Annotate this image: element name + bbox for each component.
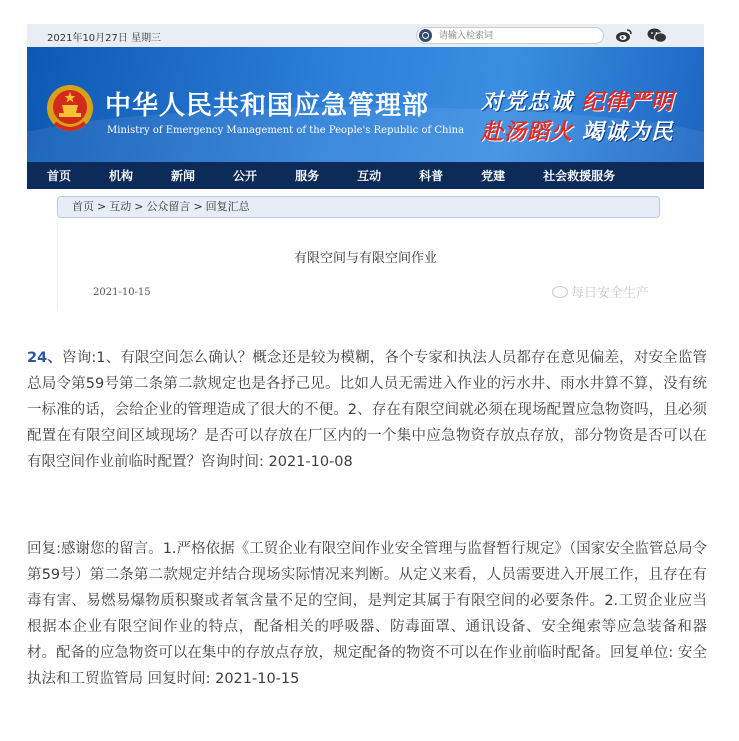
nav-item-rescue[interactable]: 社会救援服务	[543, 169, 616, 183]
slogan-part: 赴汤蹈火	[481, 119, 574, 145]
nav-item-science[interactable]: 科普	[419, 169, 444, 183]
national-emblem-icon	[45, 83, 95, 135]
nav-item-organization[interactable]: 机构	[109, 169, 134, 183]
slogan-line-2	[481, 115, 674, 146]
breadcrumb-replies[interactable]: 回复汇总	[205, 200, 250, 213]
watermark-text: 每日安全生产	[571, 286, 650, 301]
question-number: 24、	[27, 350, 63, 366]
slogan-part: 对党忠诚	[481, 89, 574, 115]
main-nav	[27, 162, 704, 189]
nav-item-services[interactable]: 服务	[295, 169, 320, 183]
nav-item-interaction[interactable]: 互动	[357, 169, 382, 183]
breadcrumb: 首页 > 互动 > 公众留言 > 回复汇总	[57, 196, 660, 218]
slogan-line-1	[481, 85, 674, 116]
answer-text: 回复:感谢您的留言。1.严格依据《工贸企业有限空间作业安全管理与监督暂行规定》（国家安全监管总局令第59号）第二条第二款规定并结合现场实际情况来判断。从定义来看，人员需要进入开展工作，且存在有毒有害、易燃易爆物质积聚或者氧含量不足的空间，是判定其属于有限空间的必要条件。2.工贸企业应当根据本企业有限空间作业的特点，配备相关的呼吸器、防毒面罩、通讯设备、安全绳索等应急装备和器材。配备的应急物资可以在集中的存放点存放，规定配备的物资不可以在作业前临时配备。回复单位: 安全执法和工贸监管局 回复时间: 2021-10-15	[27, 541, 707, 687]
post-date: 2021-10-15	[93, 287, 151, 298]
breadcrumb-home[interactable]: 首页	[72, 200, 94, 213]
breadcrumb-messages[interactable]: 公众留言	[146, 200, 191, 213]
search-input[interactable]	[439, 29, 589, 43]
site-banner	[27, 47, 704, 162]
divider	[57, 223, 58, 309]
nav-item-public[interactable]: 公开	[233, 169, 258, 183]
question-text: 咨询:1、有限空间怎么确认？概念还是较为模糊，各个专家和执法人员都存在意见偏差，对安全监管总局令第59号第二条第二款规定也是各抒己见。比如人员无需进入作业的污水井、雨水井算不算，没有统一标准的话，会给企业的管理造成了很大的不便。2、存在有限空间就必须在现场配置应急物资吗，且必须配置在有限空间区域现场？是否可以存放在厂区内的一个集中应急物资存放点存放，部分物资是否可以在有限空间作业前临时配置？咨询时间: 2021-10-08	[27, 350, 707, 470]
current-date: 2021年10月27日 星期三	[47, 33, 162, 44]
ministry-name-cn: 中华人民共和国应急管理部	[105, 91, 430, 121]
nav-item-news[interactable]: 新闻	[171, 169, 196, 183]
breadcrumb-interaction[interactable]: 互动	[109, 200, 132, 213]
wechat-icon[interactable]	[647, 28, 667, 43]
top-bar	[27, 24, 704, 47]
slogan-part: 纪律严明	[581, 89, 674, 115]
slogan-part: 竭诚为民	[581, 119, 674, 145]
wechat-watermark-icon	[552, 286, 568, 298]
watermark	[552, 282, 649, 301]
post-title: 有限空间与有限空间作业	[293, 251, 437, 266]
content-area	[27, 189, 704, 310]
search-box[interactable]	[416, 27, 604, 44]
search-icon[interactable]	[419, 29, 432, 42]
answer-paragraph	[27, 536, 707, 692]
weibo-icon[interactable]	[615, 28, 633, 43]
website-screenshot	[27, 24, 704, 310]
question-paragraph	[27, 345, 707, 475]
nav-item-party[interactable]: 党建	[481, 169, 506, 183]
ministry-name-en: Ministry of Emergency Management of the People's Republic of China	[107, 125, 465, 136]
nav-item-home[interactable]: 首页	[47, 169, 72, 183]
